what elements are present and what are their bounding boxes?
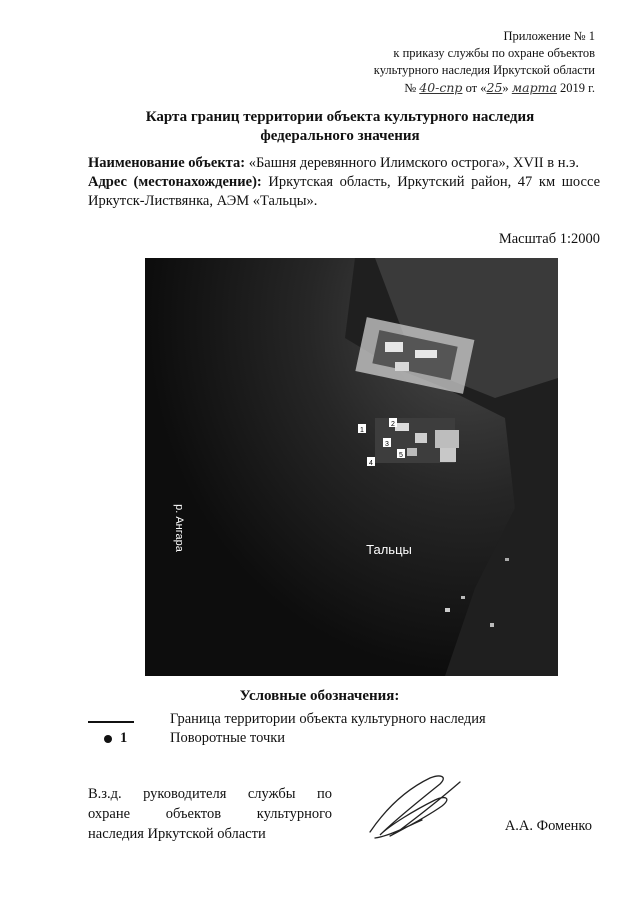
legend-boundary-text: Граница территории объекта культурного наследия xyxy=(170,711,486,727)
building xyxy=(407,448,417,456)
order-number-handwritten: 40-спр xyxy=(419,80,463,95)
point-dot-symbol xyxy=(104,735,112,743)
structure xyxy=(490,623,494,627)
map-scale: Масштаб 1:2000 xyxy=(498,231,600,247)
map-graphic xyxy=(145,258,558,676)
building xyxy=(415,350,437,358)
legend-row-boundary xyxy=(88,711,568,731)
signer-line-3: наследия Иркутской области xyxy=(88,826,266,842)
order-day-handwritten: 25 xyxy=(486,80,503,95)
handwritten-signature xyxy=(360,770,470,850)
signer-name: А.А. Фоменко xyxy=(504,818,592,834)
legend-row-points xyxy=(88,730,568,750)
appendix-line-3: культурного наследия Иркутской области xyxy=(373,63,595,77)
satellite-map xyxy=(145,258,558,676)
appendix-line-1: Приложение № 1 xyxy=(503,29,595,43)
turning-point-4-label: 4 xyxy=(369,460,373,467)
signer-line-1: В.з.д. руководителя службы по xyxy=(88,786,332,802)
title-line-1: Карта границ территории объекта культурного наследия xyxy=(145,109,535,125)
object-name-value: «Башня деревянного Илимского острога», XVII в н.э. xyxy=(245,155,579,171)
building xyxy=(440,448,456,462)
object-address-value: Иркутская область, Иркутский район, 47 км шоссе Иркутск-Листвянка, АЭМ «Тальцы». xyxy=(88,174,600,209)
turning-point-5-label: 5 xyxy=(399,452,403,459)
building xyxy=(395,362,409,371)
signer-line-2: охране объектов культурного xyxy=(88,806,332,822)
legend-point-text: Поворотные точки xyxy=(170,730,286,746)
building xyxy=(415,433,427,443)
turning-point-2-label: 2 xyxy=(391,421,395,428)
building xyxy=(395,423,409,431)
appendix-order-line xyxy=(374,79,595,97)
title-line-2: федерального значения xyxy=(260,128,420,144)
object-info xyxy=(88,154,600,211)
boundary-line-symbol xyxy=(88,721,134,723)
place-label: Тальцы xyxy=(366,542,412,557)
document-title xyxy=(60,108,620,146)
object-address xyxy=(88,173,600,211)
appendix-line-2: к приказу службы по охране объектов xyxy=(393,46,595,60)
object-name-label: Наименование объекта: xyxy=(88,155,246,171)
turning-point-1-label: 1 xyxy=(360,427,364,434)
structure xyxy=(445,608,450,612)
structure xyxy=(505,558,509,561)
object-name xyxy=(88,154,600,173)
order-date-mid: » xyxy=(502,81,509,95)
structure xyxy=(461,596,465,599)
order-number-prefix: № xyxy=(404,81,417,95)
legend-title: Условные обозначения: xyxy=(239,688,400,704)
signer-position xyxy=(88,784,332,844)
building xyxy=(435,430,459,448)
order-year: 2019 г. xyxy=(560,81,595,95)
turning-point-3-label: 3 xyxy=(385,441,389,448)
order-month-handwritten: марта xyxy=(511,80,557,95)
signature-scribble xyxy=(360,770,470,845)
appendix-header xyxy=(374,28,595,97)
object-address-label: Адрес (местонахождение): xyxy=(88,174,262,190)
order-date-from: от « xyxy=(465,81,487,95)
legend-point-number: 1 xyxy=(120,730,128,746)
building xyxy=(385,342,403,352)
river-label: р. Ангара xyxy=(173,504,185,552)
